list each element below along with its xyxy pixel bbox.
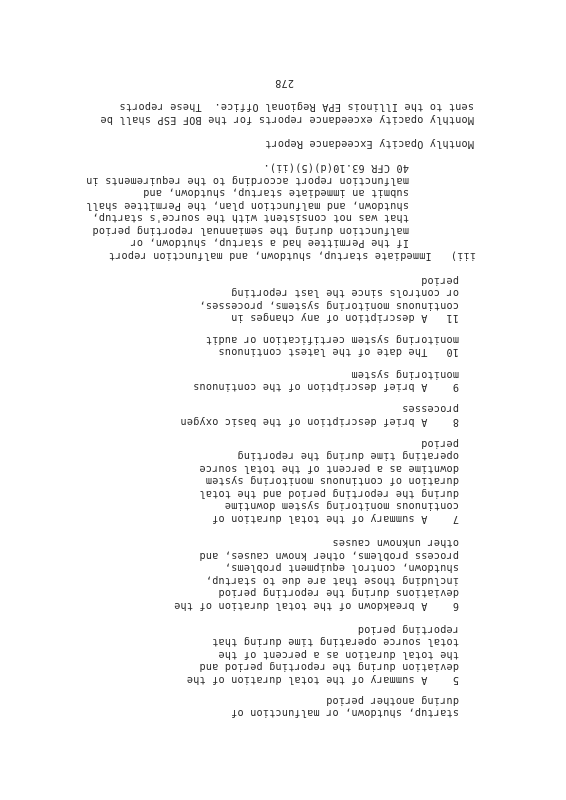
text-line: Monthly opacity exceedance reports for the BOF ESP shall be <box>100 114 474 125</box>
text-line: during another period <box>325 695 459 706</box>
text-line: 10 The date of the latest continuous <box>218 346 459 357</box>
text-line: continuous monitoring system downtime <box>224 500 459 511</box>
text-line: submit an immediate startup, shutdown, and <box>142 187 409 198</box>
text-line: startup, shutdown, or malfunction of <box>230 707 459 718</box>
text-line: 9 A brief description of the continuous <box>192 381 459 392</box>
text-line: reporting period <box>357 624 459 635</box>
section-heading: Monthly Opacity Exceedance Report <box>264 138 474 149</box>
text-line: duration of continuous monitoring system <box>205 475 459 486</box>
text-line: processes <box>401 403 459 414</box>
text-line: deviation during the reporting period and <box>199 661 459 672</box>
text-line: the total duration as a percent of the <box>218 649 459 660</box>
text-line: monitoring system certification or audit <box>205 334 459 345</box>
text-line: other unknown causes <box>332 537 459 548</box>
text-line: If the Permittee had a startup, shutdown, or <box>130 237 409 248</box>
section-heading: iii) Immediate startup, shutdown, and malfunction report <box>108 250 476 261</box>
text-line: process problems, other known causes, and <box>199 550 459 561</box>
text-line: downtime as a percent of the total source <box>199 463 459 474</box>
text-line: 7 A summary of the total duration of <box>211 513 459 524</box>
text-line: 11 A description of any changes in <box>230 312 459 323</box>
text-line: malfunction during the semiannual reporting period <box>92 225 409 236</box>
text-line: malfunction report according to the requirements in <box>85 175 409 186</box>
text-line: 40 CFR 63.10(d)(5)(ii). <box>263 162 409 173</box>
text-line: continuous monitoring systems, processes, <box>199 300 459 311</box>
text-line: total source operating time during that <box>211 636 459 647</box>
text-line: operating time during the reporting <box>237 450 459 461</box>
text-line: or controls since the last reporting <box>230 287 459 298</box>
text-line: monitoring system <box>351 369 459 380</box>
text-line: shutdown, and malfunction plan, the Permittee shall <box>85 200 409 211</box>
text-line: that was not consistent with the source's startup, <box>92 212 409 223</box>
text-line: 6 A breakdown of the total duration of the <box>173 600 459 611</box>
text-line: sent to the Illinois EPA Regional Office. These reports <box>119 101 474 112</box>
text-line: during the reporting period and the total <box>199 488 459 499</box>
text-line: 8 A brief description of the basic oxygen <box>180 416 459 427</box>
text-line: including those that are due to startup, <box>205 575 459 586</box>
page-number: 278 <box>274 77 294 88</box>
text-line: deviations during the reporting period <box>218 587 459 598</box>
text-line: period <box>420 275 459 286</box>
text-line: period <box>420 438 459 449</box>
text-line: shutdown, control equipment problems, <box>224 562 459 573</box>
text-line: 5 A summary of the total duration of the <box>186 674 459 685</box>
